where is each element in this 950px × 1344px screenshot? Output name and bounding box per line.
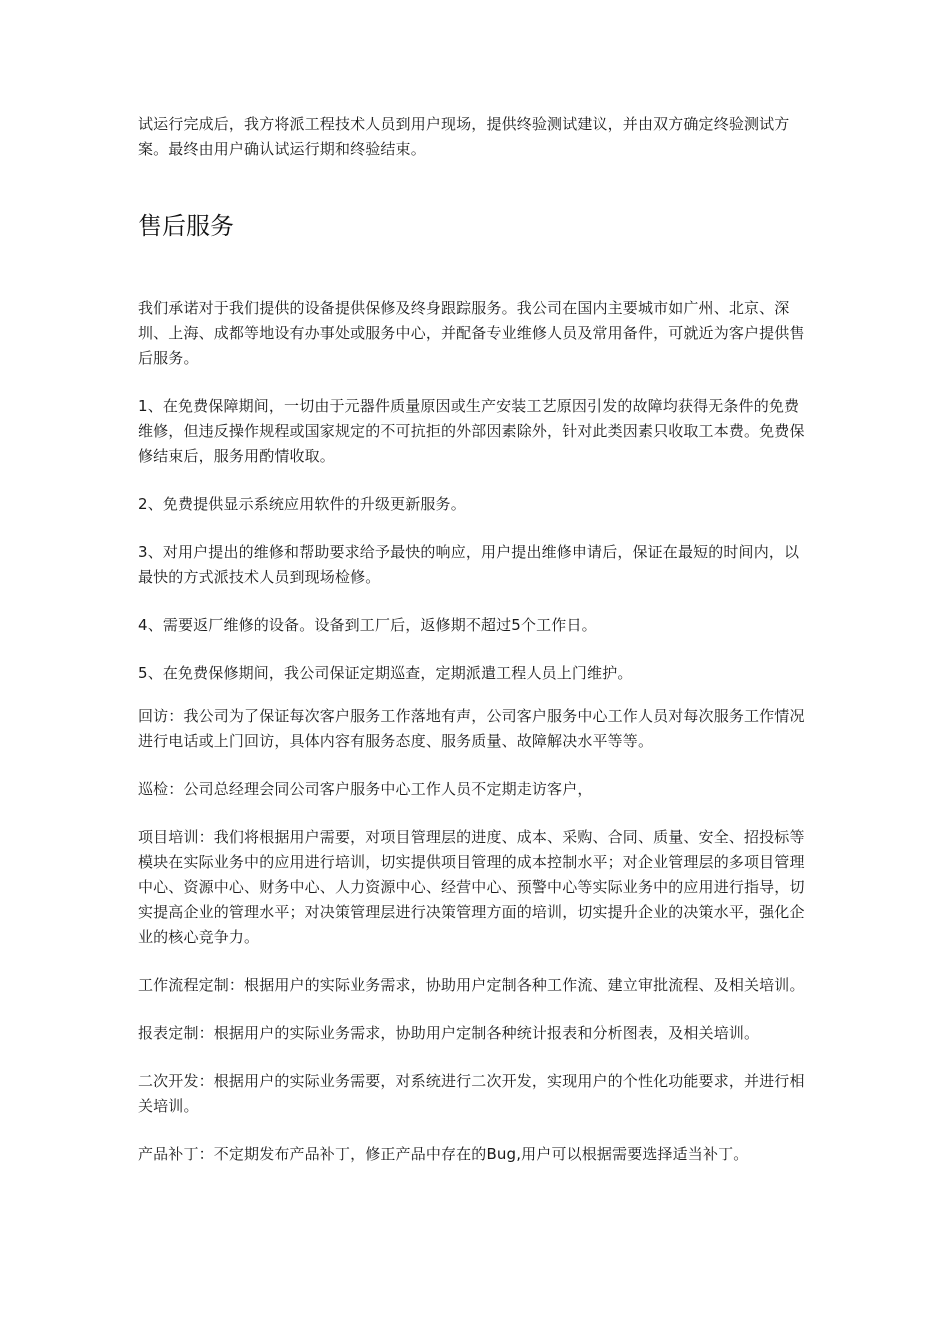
paragraph-item-2: 2、免费提供显示系统应用软件的升级更新服务。 (138, 495, 466, 513)
paragraph-inspection: 巡检：公司总经理会同公司客户服务中心工作人员不定期走访客户， (138, 780, 593, 798)
intro-paragraph: 试运行完成后，我方将派工程技术人员到用户现场，提供终验测试建议，并由双方确定终验测试方案。最终由用户确认试运行期和终验结束。 (138, 115, 790, 158)
paragraph-development: 二次开发：根据用户的实际业务需要，对系统进行二次开发，实现用户的个性化功能要求，并进行相关培训。 (138, 1072, 805, 1115)
paragraph-training: 项目培训：我们将根据用户需要，对项目管理层的进度、成本、采购、合同、质量、安全、招投标等模块在实际业务中的应用进行培训，切实提供项目管理的成本控制水平；对企业管理层的多项目管理中心、资源中心、财务中心、人力资源中心、经营中心、预警中心等实际业务中的应用进行指导，切实提高企业的管理水平；对决策管理层进行决策管理方面的培训，切实提升企业的决策水平，强化企业的核心竞争力。 (138, 828, 805, 946)
document-body (138, 112, 814, 1190)
paragraph-reports: 报表定制：根据用户的实际业务需求，协助用户定制各种统计报表和分析图表，及相关培训。 (138, 1024, 760, 1042)
paragraph-item-5: 5、在免费保修期间，我公司保证定期巡查，定期派遣工程人员上门维护。 (138, 664, 633, 682)
paragraph-patches: 产品补丁：不定期发布产品补丁，修正产品中存在的Bug,用户可以根据需要选择适当补丁。 (138, 1145, 749, 1163)
paragraph-item-3: 3、对用户提出的维修和帮助要求给予最快的响应，用户提出维修申请后，保证在最短的时间内，以最快的方式派技术人员到现场检修。 (138, 543, 800, 586)
paragraph-item-4: 4、需要返厂维修的设备。设备到工厂后，返修期不超过5个工作日。 (138, 616, 597, 634)
paragraph-revisit: 回访：我公司为了保证每次客户服务工作落地有声，公司客户服务中心工作人员对每次服务工作情况进行电话或上门回访，具体内容有服务态度、服务质量、故障解决水平等等。 (138, 707, 805, 750)
paragraph-workflow: 工作流程定制：根据用户的实际业务需求，协助用户定制各种工作流、建立审批流程、及相关培训。 (138, 976, 805, 994)
paragraph-commitment: 我们承诺对于我们提供的设备提供保修及终身跟踪服务。我公司在国内主要城市如广州、北京、深圳、上海、成都等地设有办事处或服务中心，并配备专业维修人员及常用备件，可就近为客户提供售后服务。 (138, 299, 805, 367)
section-title: 售后服务 (138, 212, 234, 240)
paragraph-item-1: 1、在免费保障期间，一切由于元器件质量原因或生产安装工艺原因引发的故障均获得无条件的免费维修，但违反操作规程或国家规定的不可抗拒的外部因素除外，针对此类因素只收取工本费。免费保修结束后，服务用酌情收取。 (138, 397, 805, 465)
